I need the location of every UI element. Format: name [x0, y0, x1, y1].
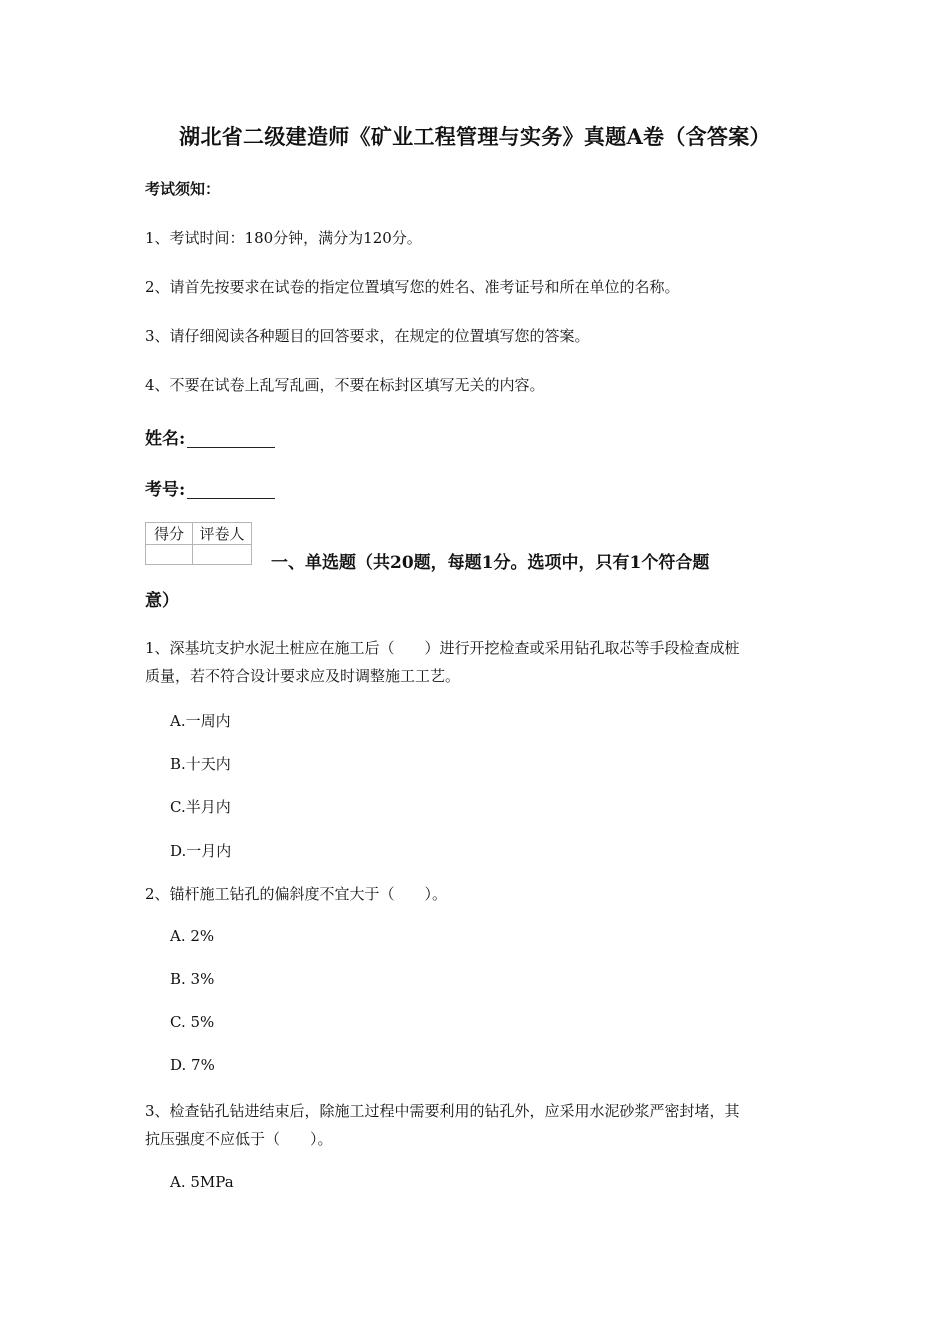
answer-option[interactable]: D. 7%	[170, 1056, 215, 1074]
score-cell[interactable]	[146, 545, 193, 565]
answer-option[interactable]: B.十天内	[170, 755, 231, 773]
grader-header: 评卷人	[193, 523, 252, 545]
name-label: 姓名:	[145, 429, 186, 449]
answer-option[interactable]: D.一月内	[170, 842, 232, 860]
notice-heading: 考试须知：	[145, 180, 221, 198]
score-header: 得分	[146, 523, 193, 545]
answer-option[interactable]: A. 2%	[170, 927, 215, 945]
answer-option[interactable]: C. 5%	[170, 1013, 215, 1031]
answer-option[interactable]: A.一周内	[170, 712, 231, 730]
grader-cell[interactable]	[193, 545, 252, 565]
id-field	[145, 475, 275, 500]
id-blank[interactable]	[187, 480, 275, 499]
name-blank[interactable]	[187, 429, 275, 448]
answer-option[interactable]: B. 3%	[170, 970, 215, 988]
question-text: 质量，若不符合设计要求应及时调整施工工艺。	[145, 667, 461, 685]
answer-option[interactable]: A. 5MPa	[170, 1173, 234, 1191]
question-text: 3、检查钻孔钻进结束后，除施工过程中需要利用的钻孔外，应采用水泥砂浆严密封堵，其	[145, 1102, 740, 1120]
answer-option[interactable]: C.半月内	[170, 798, 231, 816]
notice-item: 1、考试时间：180分钟，满分为120分。	[145, 229, 422, 247]
name-field	[145, 424, 275, 449]
section-heading-cont: 意）	[145, 591, 179, 611]
notice-item: 2、请首先按要求在试卷的指定位置填写您的姓名、准考证号和所在单位的名称。	[145, 278, 680, 296]
notice-item: 4、不要在试卷上乱写乱画，不要在标封区填写无关的内容。	[145, 376, 545, 394]
section-heading: 一、单选题（共20题，每题1分。选项中，只有1个符合题	[271, 553, 710, 573]
question-text: 抗压强度不应低于（ ）。	[145, 1130, 333, 1148]
id-label: 考号:	[145, 480, 186, 500]
score-table	[145, 522, 252, 565]
question-text: 1、深基坑支护水泥土桩应在施工后（ ）进行开挖检查或采用钻孔取芯等手段检查成桩	[145, 639, 740, 657]
notice-item: 3、请仔细阅读各种题目的回答要求，在规定的位置填写您的答案。	[145, 327, 590, 345]
question-text: 2、锚杆施工钻孔的偏斜度不宜大于（ ）。	[145, 885, 448, 903]
document-title: 湖北省二级建造师《矿业工程管理与实务》真题A卷（含答案）	[179, 124, 771, 149]
